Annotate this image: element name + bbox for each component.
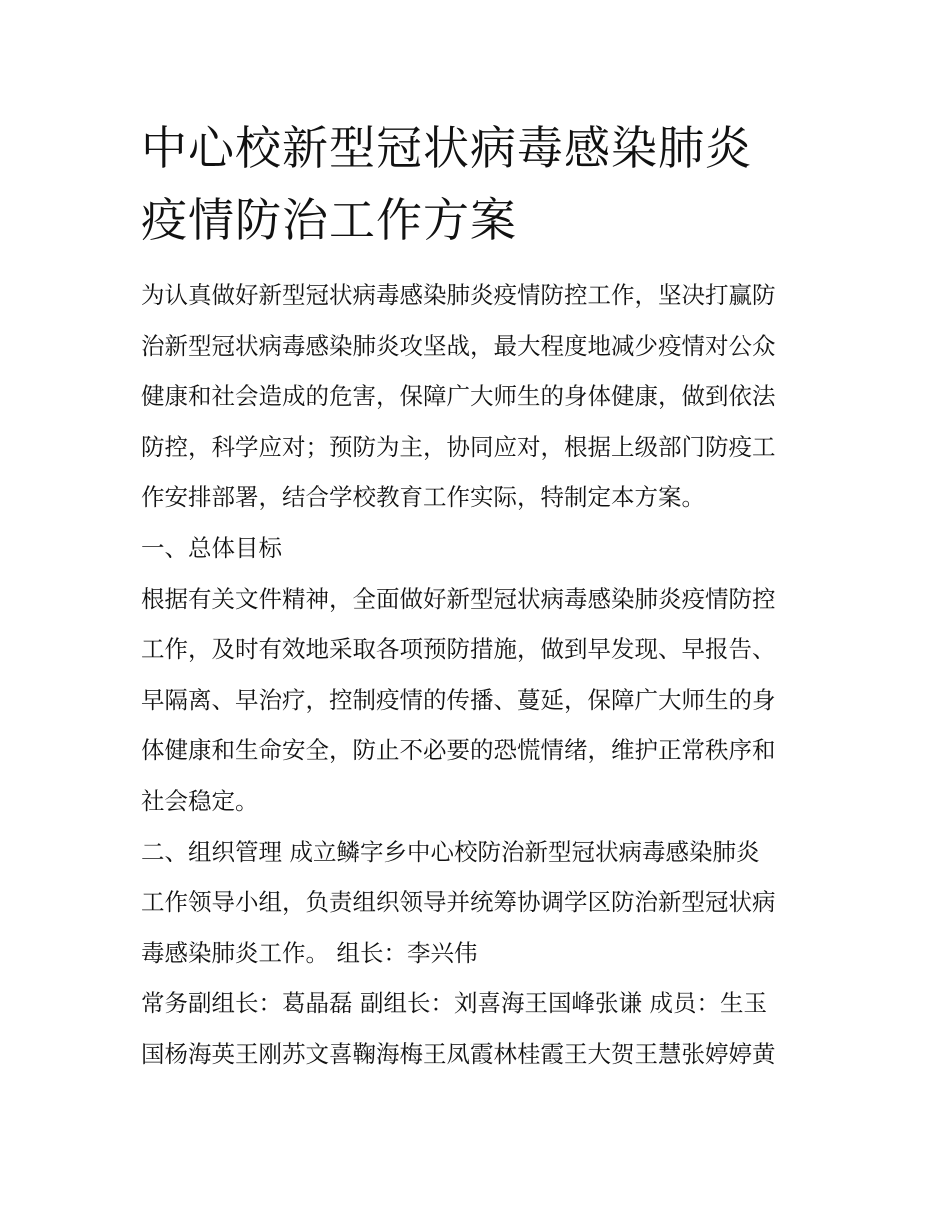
title-line: 中心校新型冠状病毒感染肺炎 [141,121,752,175]
organization-paragraph [141,827,813,979]
text-line: 早隔离、早治疗，控制疫情的传播、蔓延，保障广大师生的身 [141,685,776,714]
text-line: 国杨海英王刚苏文喜鞠海梅王凤霞林桂霞王大贺王慧张婷婷黄 [141,1039,776,1068]
text-line: 为认真做好新型冠状病毒感染肺炎疫情防控工作，坚决打赢防 [141,281,776,309]
text-line: 常务副组长：葛晶磊 副组长：刘喜海王国峰张谦 成员：生玉 [141,989,767,1018]
section-heading [141,523,813,574]
document-title [141,112,813,256]
title-line: 疫情防治工作方案 [141,193,517,247]
intro-paragraph [141,270,813,523]
text-line: 一、总体目标 [141,533,282,562]
members-paragraph [141,978,813,1079]
text-line: 毒感染肺炎工作。 组长：李兴伟 [141,938,478,967]
text-line: 治新型冠状病毒感染肺炎攻坚战，最大程度地减少疫情对公众 [141,331,776,360]
text-line: 防控，科学应对；预防为主，协同应对，根据上级部门防疫工 [141,432,776,461]
text-line: 工作领导小组，负责组织领导并统筹协调学区防治新型冠状病 [141,888,776,917]
text-line: 作安排部署，结合学校教育工作实际，特制定本方案。 [141,483,705,512]
text-line: 根据有关文件精神，全面做好新型冠状病毒感染肺炎疫情防控 [141,584,776,613]
text-line: 二、组织管理 成立鳞字乡中心校防治新型冠状病毒感染肺炎 [141,837,760,866]
goal-paragraph [141,574,813,827]
text-line: 工作，及时有效地采取各项预防措施，做到早发现、早报告、 [141,635,776,664]
document-page [141,112,813,1080]
text-line: 体健康和生命安全，防止不必要的恐慌情绪，维护正常秩序和 [141,736,776,765]
document-body [141,270,813,1080]
text-line: 社会稳定。 [141,786,259,815]
text-line: 健康和社会造成的危害，保障广大师生的身体健康，做到依法 [141,382,776,411]
